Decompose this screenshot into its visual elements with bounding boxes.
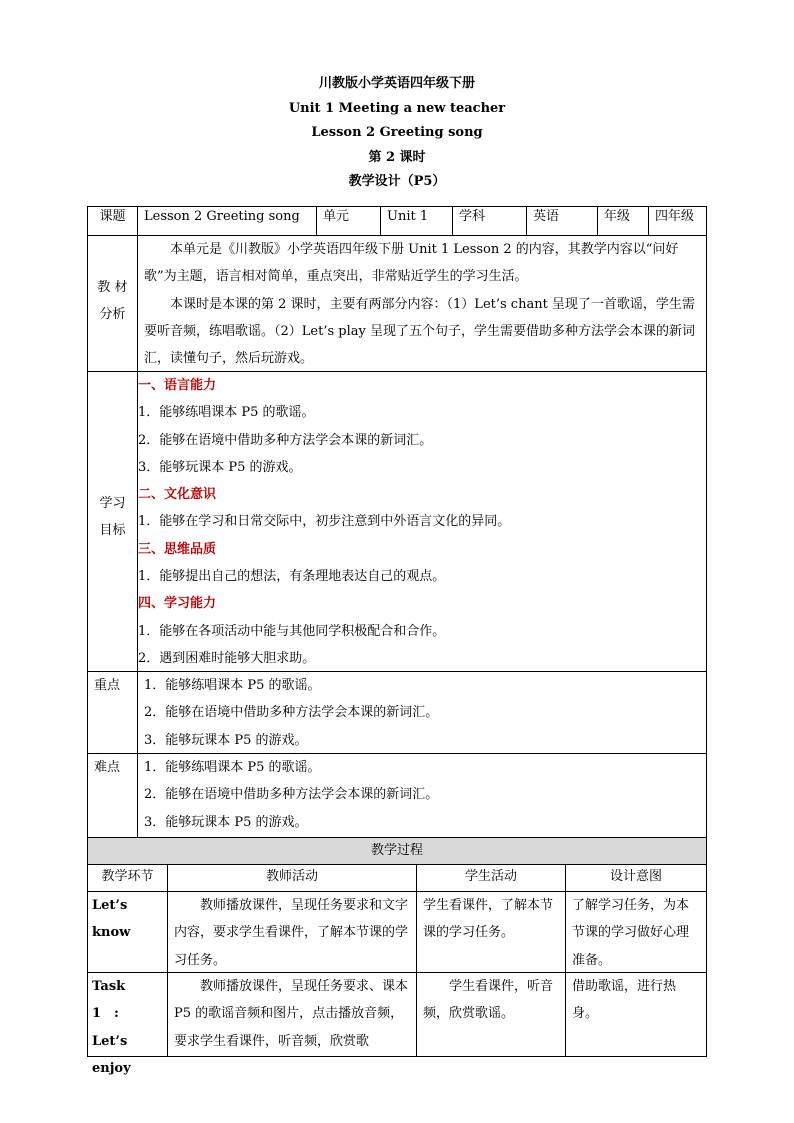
goals-heading-learning: 四、学习能力 — [138, 596, 217, 612]
goals-content — [137, 371, 707, 672]
key-points-content — [137, 671, 707, 754]
process-row-1-teacher — [167, 891, 417, 973]
process-col-intent: 设计意图 — [565, 864, 707, 892]
student-activity: 学生看课件，了解本节课的学习任务。 — [423, 898, 554, 941]
info-label-grade: 年级 — [597, 206, 649, 236]
process-row-2-student — [416, 972, 566, 1057]
analysis-content — [137, 235, 707, 372]
goals-item: 1．能够在学习和日常交际中，初步注意到中外语言文化的异同。 — [138, 514, 511, 530]
analysis-label-a: 教 材 — [97, 280, 128, 295]
difficulty-item: 1．能够练唱课本 P5 的歌谣。 — [144, 760, 321, 775]
student-activity: 学生看课件，听音频，欣赏歌谣。 — [423, 979, 554, 1022]
info-value-topic: Lesson 2 Greeting song — [137, 206, 317, 236]
info-label-topic: 课题 — [87, 206, 138, 236]
info-value-subject: 英语 — [526, 206, 598, 236]
teacher-activity: 教师播放课件，呈现任务要求和文字内容，要求学生看课件，了解本节课的学习任务。 — [174, 898, 409, 968]
key-point-item: 1．能够练唱课本 P5 的歌谣。 — [144, 678, 321, 693]
analysis-label — [87, 235, 138, 372]
goals-label — [87, 371, 138, 672]
process-col-stage: 教学环节 — [87, 864, 168, 892]
process-row-2-stage — [87, 972, 168, 1076]
goals-heading-culture: 二、文化意识 — [138, 487, 217, 503]
process-row-2-teacher — [167, 972, 417, 1057]
title-line-3: Lesson 2 Greeting song — [311, 125, 483, 140]
key-points-label: 重点 — [87, 671, 138, 754]
info-value-grade: 四年级 — [648, 206, 707, 236]
goals-heading-language: 一、语言能力 — [138, 378, 217, 393]
difficulty-item: 2．能够在语境中借助多种方法学会本课的新词汇。 — [144, 787, 439, 803]
info-label-subject: 学科 — [452, 206, 527, 236]
stage-label-line-1: Task 1 : — [92, 979, 139, 1022]
difficulty-item: 3．能够玩课本 P5 的游戏。 — [144, 814, 308, 830]
design-intent: 了解学习任务，为本节课的学习做好心理准备。 — [572, 898, 690, 968]
document-title-block — [0, 72, 794, 195]
key-point-item: 2．能够在语境中借助多种方法学会本课的新词汇。 — [144, 705, 439, 721]
process-row-1-stage — [87, 891, 168, 973]
goals-label-b: 目标 — [99, 523, 126, 538]
process-row-1-intent — [565, 891, 707, 973]
analysis-label-b: 分析 — [99, 307, 126, 322]
stage-label: Let’s know — [92, 898, 131, 941]
goals-item: 1．能够提出自己的想法，有条理地表达自己的观点。 — [138, 569, 446, 585]
analysis-paragraph-2: 本课时是本课的第 2 课时，主要有两部分内容：（1）Let’s chant 呈现了一首歌谣，学生需要听音频，练唱歌谣。（2）Let’s play 呈现了五个句子，学生需要借助多种方法学会本课的新词汇，读懂句子，然后玩游戏。 — [144, 296, 695, 367]
goals-item: 1．能够在各项活动中能与其他同学积极配合和合作。 — [138, 623, 446, 639]
info-label-unit: 单元 — [316, 206, 381, 236]
teacher-activity: 教师播放课件，呈现任务要求、课本 P5 的歌谣音频和图片，点击播放音频，要求学生看课件，听音频，欣赏歌 — [174, 979, 409, 1049]
stage-label-line-2: Let’s enjoy — [92, 1033, 131, 1076]
analysis-paragraph-1: 本单元是《川教版》小学英语四年级下册 Unit 1 Lesson 2 的内容，其教学内容以“问好歌”为主题，语言相对简单，重点突出，非常贴近学生的学习生活。 — [144, 242, 679, 285]
title-line-4: 第 2 课时 — [368, 149, 426, 165]
goals-item: 2．遇到困难时能够大胆求助。 — [138, 650, 316, 666]
title-line-1: 川教版小学英语四年级下册 — [318, 76, 475, 91]
goals-label-a: 学习 — [99, 496, 126, 511]
goals-heading-thinking: 三、思维品质 — [138, 541, 217, 557]
key-point-item: 3．能够玩课本 P5 的游戏。 — [144, 732, 308, 748]
goals-item: 1．能够练唱课本 P5 的歌谣。 — [138, 405, 315, 421]
goals-item: 2．能够在语境中借助多种方法学会本课的新词汇。 — [138, 432, 433, 448]
design-intent: 借助歌谣，进行热身。 — [572, 979, 677, 1022]
goals-item: 3．能够玩课本 P5 的游戏。 — [138, 459, 302, 475]
title-line-5: 教学设计（P5） — [348, 174, 446, 189]
process-col-student: 学生活动 — [416, 864, 566, 892]
title-line-2: Unit 1 Meeting a new teacher — [288, 100, 506, 116]
process-title: 教学过程 — [87, 837, 707, 865]
process-row-1-student — [416, 891, 566, 973]
process-row-2-intent — [565, 972, 707, 1057]
process-col-teacher: 教师活动 — [167, 864, 417, 892]
difficulties-label: 难点 — [87, 753, 138, 838]
difficulties-content — [137, 753, 707, 838]
info-value-unit: Unit 1 — [380, 206, 453, 236]
